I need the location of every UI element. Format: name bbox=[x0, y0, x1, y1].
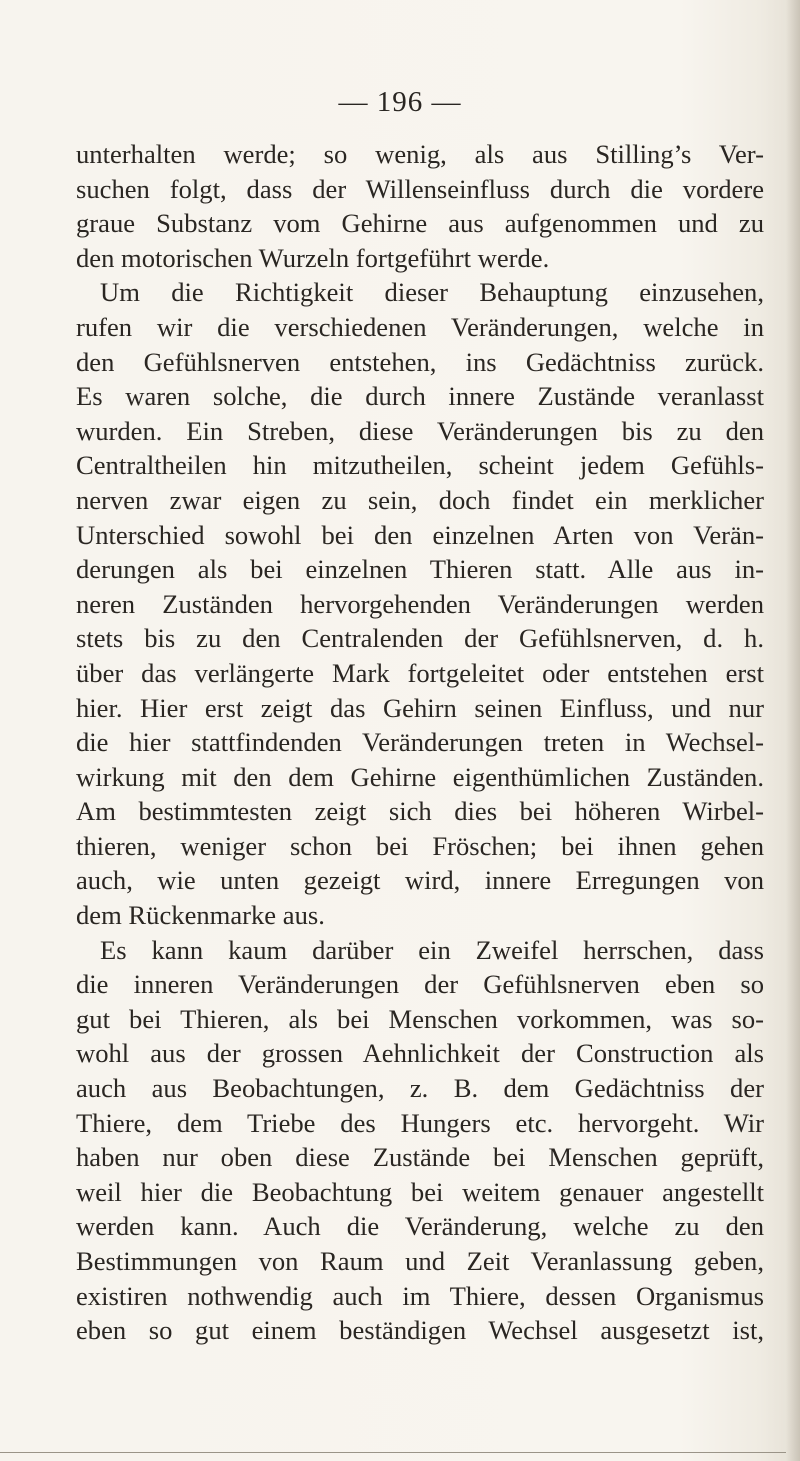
text-line: auch, wie unten gezeigt wird, innere Erregungen von bbox=[76, 865, 764, 896]
text-line: suchen folgt, dass der Willenseinfluss durch die vordere bbox=[76, 173, 764, 204]
text-line: dem Rückenmarke aus. bbox=[76, 900, 325, 931]
text-line: Centraltheilen hin mitzutheilen, scheint jedem Gefühls- bbox=[76, 450, 764, 481]
body-text bbox=[76, 137, 764, 1348]
text-line: wurden. Ein Streben, diese Veränderungen bis zu den bbox=[76, 415, 764, 446]
text-line: derungen als bei einzelnen Thieren statt. Alle aus in- bbox=[76, 554, 764, 585]
text-line: den Gefühlsnerven entstehen, ins Gedächtniss zurück. bbox=[76, 346, 764, 377]
page-edge-shadow bbox=[786, 0, 800, 1461]
text-line: Es kann kaum darüber ein Zweifel herrschen, dass bbox=[100, 934, 764, 965]
text-line: Unterschied sowohl bei den einzelnen Arten von Verän- bbox=[76, 519, 764, 550]
text-line: thieren, weniger schon bei Fröschen; bei ihnen gehen bbox=[76, 830, 764, 861]
text-line: die inneren Veränderungen der Gefühlsnerven eben so bbox=[76, 969, 764, 1000]
text-line: Um die Richtigkeit dieser Behauptung einzusehen, bbox=[100, 277, 764, 308]
text-line: haben nur oben diese Zustände bei Menschen geprüft, bbox=[76, 1142, 764, 1173]
text-line: den motorischen Wurzeln fortgeführt werde. bbox=[76, 242, 550, 273]
text-line: unterhalten werde; so wenig, als aus Stilling’s Ver- bbox=[76, 139, 764, 169]
text-line: auch aus Beobachtungen, z. B. dem Gedächtniss der bbox=[76, 1073, 764, 1104]
page-number: — 196 — bbox=[338, 86, 462, 118]
bottom-rule bbox=[0, 1452, 786, 1453]
text-line: Bestimmungen von Raum und Zeit Veranlassung geben, bbox=[76, 1246, 764, 1276]
text-line: Es waren solche, die durch innere Zustände veranlasst bbox=[76, 381, 764, 412]
text-line: rufen wir die verschiedenen Veränderungen, welche in bbox=[76, 311, 764, 342]
text-line: neren Zuständen hervorgehenden Veränderungen werden bbox=[76, 588, 764, 619]
text-line: weil hier die Beobachtung bei weitem genauer angestellt bbox=[76, 1176, 764, 1207]
text-line: die hier stattfindenden Veränderungen treten in Wechsel- bbox=[76, 727, 764, 758]
text-line: über das verlängerte Mark fortgeleitet oder entstehen erst bbox=[76, 657, 764, 688]
text-line: hier. Hier erst zeigt das Gehirn seinen Einfluss, und nur bbox=[76, 692, 764, 723]
text-line: Thiere, dem Triebe des Hungers etc. hervorgeht. Wir bbox=[76, 1107, 764, 1138]
text-line: graue Substanz vom Gehirne aus aufgenommen und zu bbox=[76, 208, 764, 239]
text-line: nerven zwar eigen zu sein, doch findet ein merklicher bbox=[76, 484, 764, 515]
text-line: existiren nothwendig auch im Thiere, dessen Organismus bbox=[76, 1280, 764, 1311]
text-line: gut bei Thieren, als bei Menschen vorkommen, was so- bbox=[76, 1003, 764, 1034]
text-line: Am bestimmtesten zeigt sich dies bei höheren Wirbel- bbox=[76, 796, 764, 827]
text-line: stets bis zu den Centralenden der Gefühlsnerven, d. h. bbox=[76, 623, 764, 654]
text-line: werden kann. Auch die Veränderung, welche zu den bbox=[76, 1211, 764, 1242]
text-line: eben so gut einem beständigen Wechsel ausgesetzt ist, bbox=[76, 1315, 764, 1346]
text-line: wirkung mit den dem Gehirne eigenthümlichen Zuständen. bbox=[76, 761, 764, 792]
text-line: wohl aus der grossen Aehnlichkeit der Construction als bbox=[76, 1038, 764, 1069]
